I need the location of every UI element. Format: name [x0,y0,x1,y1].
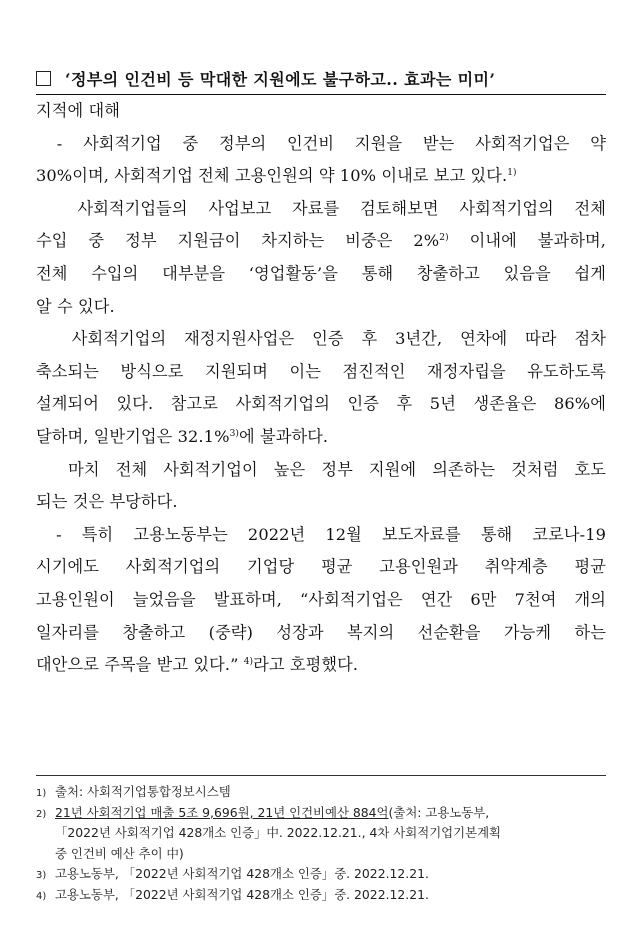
footnote-ref: 2) [439,233,449,244]
section-heading [36,62,606,95]
footnote-text: 고용노동부, 「2022년 사회적기업 428개소 인증」중. 2022.12.21. [55,866,429,882]
line-text: 일자리를 창출하고 (중략) 성장과 복지의 선순환을 가능케 하는 [36,622,606,642]
text-line [36,454,606,487]
text-line [36,519,606,552]
text-line [36,356,606,389]
footnote-line [36,782,606,803]
text-line [36,95,606,128]
line-text: 사회적기업의 재정지원사업은 인증 후 3년간, 연차에 따라 점차 [36,329,606,349]
line-text: 30%이며, 사회적기업 전체 고용인원의 약 10% 이내로 보고 있다. [36,166,508,186]
text-line [36,388,606,421]
line-text: 고용인원이 늘었음을 발표하며, “사회적기업은 연간 6만 7천여 개의 [36,589,606,609]
footnote-line [36,885,606,906]
text-line [36,486,606,519]
text-line [36,551,606,584]
heading-title: ‘정부의 인건비 등 막대한 지원에도 불구하고.. 효과는 미미’ [65,69,496,89]
line-text: 수입 중 정부 지원금이 차지하는 비중은 2% [36,231,440,251]
line-text: 사회적기업들의 사업보고 자료를 검토해보면 사회적기업의 전체 [36,198,606,218]
paragraph-lines [36,95,606,682]
line-text-after: 이내에 불과하며, [448,231,606,251]
text-line [36,649,606,682]
text-line [36,291,606,324]
line-text: 대안으로 주목을 받고 있다.” [36,655,244,675]
line-text: 축소되는 방식으로 지원되며 이는 점진적인 재정자립을 유도하도록 [36,361,606,381]
line-text: 달하며, 일반기업은 32.1% [36,426,230,446]
line-text: 전체 수입의 대부분을 ‘영업활동’을 통해 창출하고 있음을 쉽게 [36,263,606,283]
footnote-line [36,864,606,885]
text-line [36,617,606,650]
footnote-text: 출처: 사회적기업통합정보시스템 [55,784,231,799]
line-text: 시기에도 사회적기업의 기업당 평균 고용인원과 취약계층 평균 [36,557,606,577]
footnote-line [36,803,606,824]
text-line [36,258,606,291]
text-line [36,160,606,193]
footnotes [36,775,606,906]
text-line [36,193,606,226]
footnote-ref: 1) [507,168,517,179]
footnote-text: (출처: 고용노동부, [388,804,490,820]
line-text: 마치 전체 사회적기업이 높은 정부 지원에 의존하는 것처럼 호도 [36,459,606,479]
text-line [36,584,606,617]
footnote-number: 1) [36,788,47,799]
footnote-line [36,844,606,865]
text-line [36,128,606,161]
footnote-ref: 4) [243,657,254,668]
line-text: 설계되어 있다. 참고로 사회적기업의 인증 후 5년 생존율은 86%에 [36,394,606,414]
text-line [36,421,606,454]
footnote-ref: 3) [229,428,239,439]
footnote-text: 중 인건비 예산 추이 中) [55,845,184,861]
footnote-number: 4) [36,890,47,902]
footnote-text: 고용노동부, 「2022년 사회적기업 428개소 인증」중. 2022.12.21. [55,886,429,902]
text-line [36,323,606,356]
line-text: - 사회적기업 중 정부의 인건비 지원을 받는 사회적기업은 약 [36,133,606,153]
document-body [36,62,606,682]
footnote-text: 「2022년 사회적기업 428개소 인증」中. 2022.12.21., 4차 사회적기업기본계획 [55,825,502,841]
footnote-underlined-text: 21년 사회적기업 매출 5조 9,696원, 21년 인건비예산 884억 [55,804,389,820]
line-text-after: 에 불과하다. [239,426,329,446]
text-line [36,225,606,258]
line-text: 되는 것은 부당하다. [36,492,178,512]
footnote-number: 2) [36,808,47,820]
line-text-after: 라고 호평했다. [253,655,359,675]
footnote-number: 3) [36,870,47,882]
line-text: - 특히 고용노동부는 2022년 12월 보도자료를 통해 코로나-19 [36,524,606,544]
line-text: 지적에 대해 [36,101,120,120]
line-text: 알 수 있다. [36,296,115,316]
checkbox-icon [36,71,51,86]
footnote-line [36,823,606,844]
